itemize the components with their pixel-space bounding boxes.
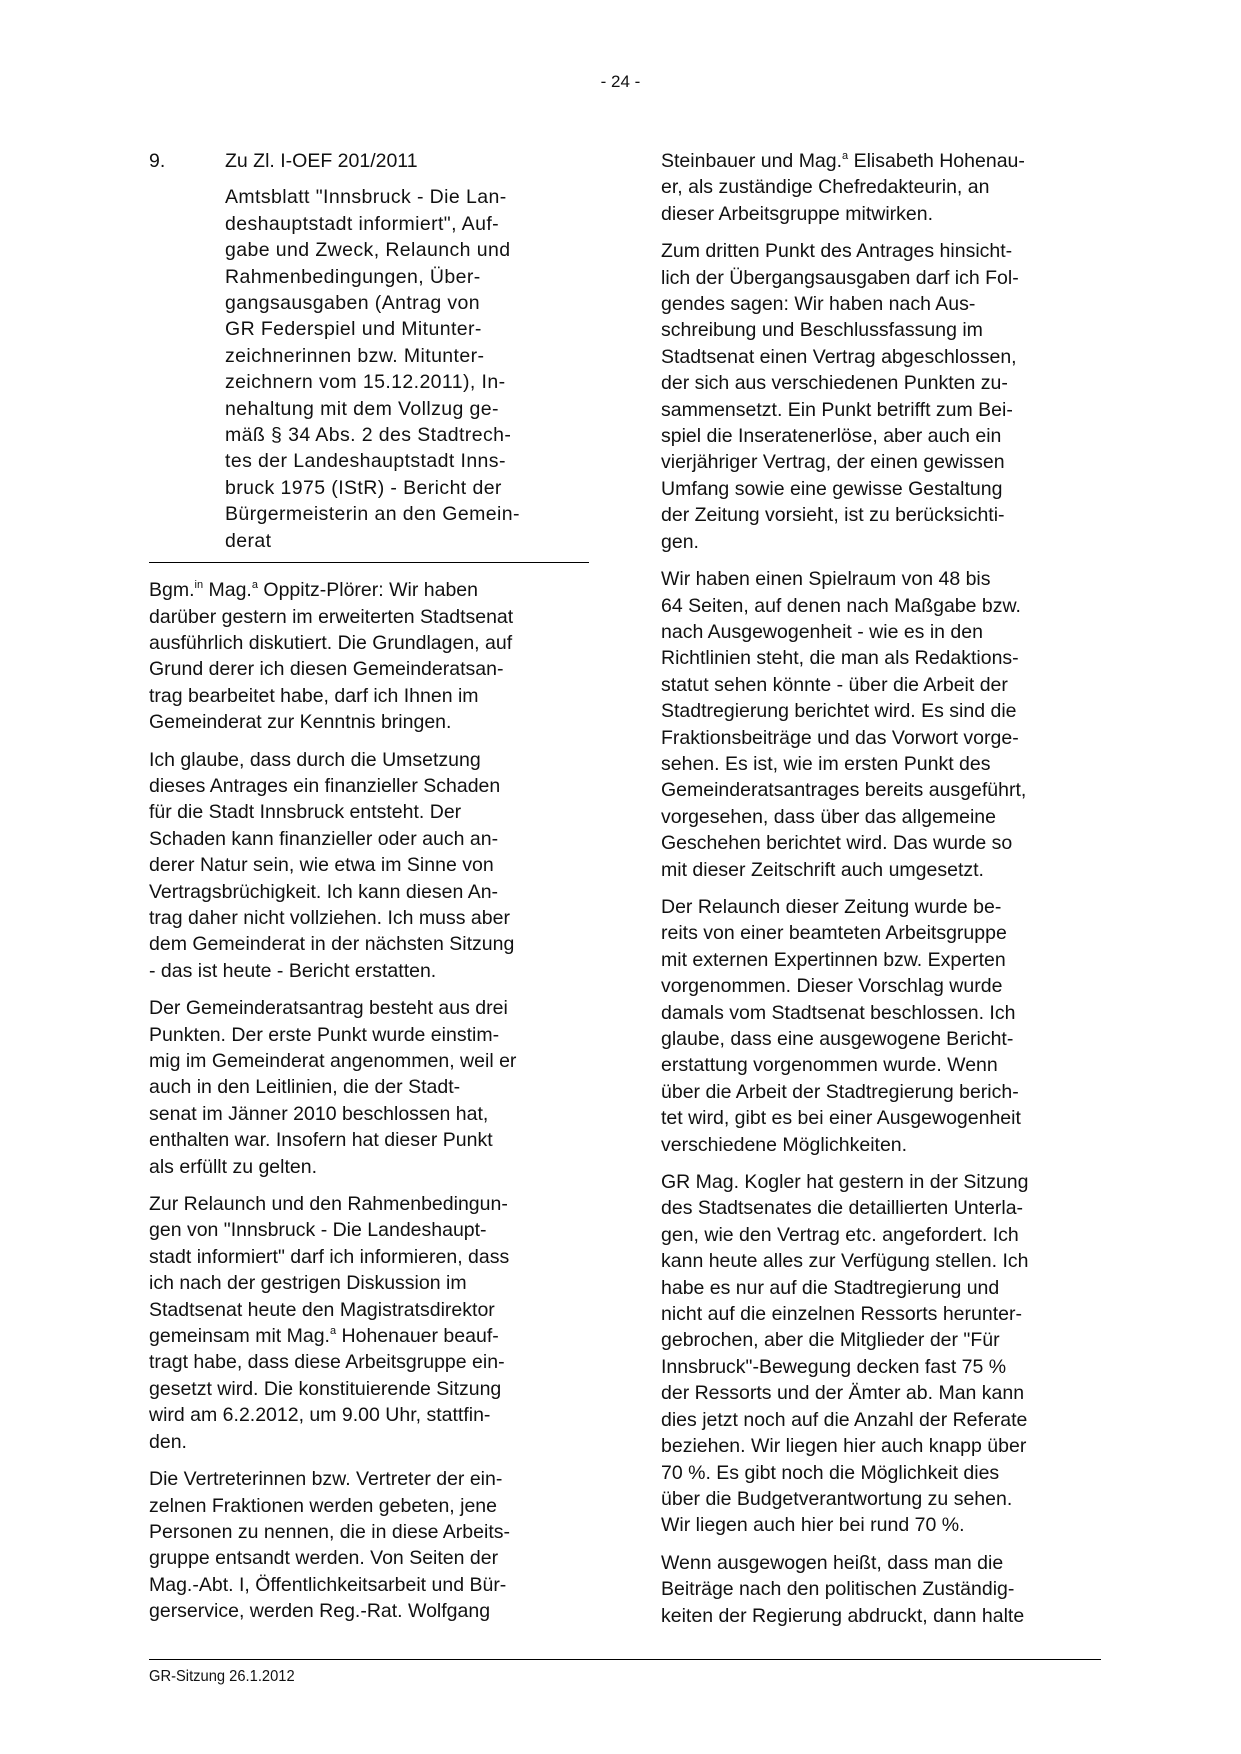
paragraph	[661, 566, 1101, 883]
text-line: Amtsblatt "Innsbruck - Die Lan-	[225, 186, 507, 209]
paragraph	[149, 1191, 589, 1455]
text-line: der Zeitung vorsieht, ist zu berücksichti-	[661, 504, 1005, 527]
text-line: trag bearbeitet habe, darf ich Ihnen im	[149, 684, 479, 707]
text-line: gen von "Innsbruck - Die Landeshaupt-	[149, 1219, 487, 1242]
text-line: auch in den Leitlinien, die der Stadt-	[149, 1076, 461, 1099]
text-line: Wir haben einen Spielraum von 48 bis	[661, 568, 991, 591]
text-line: mit externen Expertinnen bzw. Experten	[661, 948, 1006, 971]
section-divider	[149, 562, 589, 563]
superscript: in	[194, 579, 204, 592]
text-line: Wenn ausgewogen heißt, dass man die	[661, 1551, 1004, 1574]
text-line: gen, wie den Vertrag etc. angefordert. Ich	[661, 1223, 1019, 1246]
paragraph	[661, 148, 1101, 227]
text-line: Grund derer ich diesen Gemeinderatsan-	[149, 658, 504, 681]
text-line: mit dieser Zeitschrift auch umgesetzt.	[661, 858, 984, 881]
text-line: Rahmenbedingungen, Über-	[225, 265, 481, 288]
text-line: Zum dritten Punkt des Antrages hinsicht-	[661, 240, 1013, 263]
text-line: mig im Gemeinderat angenommen, weil er	[149, 1050, 517, 1072]
text-line: Die Vertreterinnen bzw. Vertreter der ein-	[149, 1468, 503, 1491]
text-line: stadt informiert" darf ich informieren, dass	[149, 1245, 510, 1268]
text-line: der sich aus verschiedenen Punkten zu-	[661, 372, 1008, 395]
left-column	[149, 148, 589, 1636]
footer-divider	[149, 1659, 1101, 1660]
text-line: Ich glaube, dass durch die Umsetzung	[149, 748, 481, 771]
paragraph-body	[149, 604, 589, 736]
text-line: Steinbauer und Mag.$^a$ Elisabeth Hohenau-	[661, 150, 1025, 172]
speaker-title: Mag.	[203, 579, 252, 602]
text-line: Gemeinderat zur Kenntnis bringen.	[149, 711, 452, 734]
text-line: damals vom Stadtsenat beschlossen. Ich	[661, 1001, 1016, 1024]
text-line: gebrochen, aber die Mitglieder der "Für	[661, 1329, 1000, 1352]
text-line: lich der Übergangsausgaben darf ich Fol-	[661, 266, 1019, 289]
text-line: gesetzt wird. Die konstituierende Sitzung	[149, 1377, 502, 1400]
text-line: derer Natur sein, wie etwa im Sinne von	[149, 854, 494, 877]
agenda-item-title	[225, 184, 589, 554]
text-line: senat im Jänner 2010 beschlossen hat,	[149, 1102, 489, 1125]
text-line: zelnen Fraktionen werden gebeten, jene	[149, 1494, 497, 1517]
text-line: als erfüllt zu gelten.	[149, 1155, 318, 1178]
agenda-item-header	[149, 148, 589, 554]
text-line: Bürgermeisterin an den Gemein-	[225, 503, 520, 526]
text-line: Innsbruck"-Bewegung decken fast 75 %	[661, 1355, 1007, 1378]
text-line: nicht auf die einzelnen Ressorts herunter-	[661, 1303, 1022, 1326]
text-line: gerservice, werden Reg.-Rat. Wolfgang	[149, 1600, 491, 1623]
paragraph	[149, 747, 589, 985]
text-line: Schaden kann finanzieller oder auch an-	[149, 827, 499, 850]
text-line: dieser Arbeitsgruppe mitwirken.	[661, 202, 934, 225]
text-line: Stadtregierung berichtet wird. Es sind die	[661, 700, 1017, 723]
text-line: tragt habe, dass diese Arbeitsgruppe ein-	[149, 1351, 505, 1374]
agenda-item-number: 9.	[149, 150, 166, 172]
paragraph	[149, 995, 589, 1180]
text-line: ich nach der gestrigen Diskussion im	[149, 1272, 467, 1295]
text-line: Richtlinien steht, die man als Redaktions-	[661, 647, 1019, 670]
text-line: GR Mag. Kogler hat gestern in der Sitzung	[661, 1171, 1029, 1194]
text-line: Stadtsenat einen Vertrag abgeschlossen,	[661, 345, 1017, 368]
text-line: zeichnerinnen bzw. Mitunter-	[225, 344, 485, 367]
text-line: nach Ausgewogenheit - wie es in den	[661, 620, 983, 643]
paragraph	[661, 1550, 1101, 1629]
text-line: mäß § 34 Abs. 2 des Stadtrech-	[225, 424, 512, 447]
text-line: Geschehen berichtet wird. Das wurde so	[661, 832, 1013, 855]
text-line: gruppe entsandt werden. Von Seiten der	[149, 1547, 499, 1570]
text-line: verschiedene Möglichkeiten.	[661, 1133, 908, 1156]
text-line: darüber gestern im erweiterten Stadtsenat	[149, 605, 514, 628]
text-line: Punkten. Der erste Punkt wurde einstim-	[149, 1023, 500, 1046]
text-line: zeichnern vom 15.12.2011), In-	[225, 371, 506, 394]
text-line: den.	[149, 1430, 187, 1453]
text-line: keiten der Regierung abdruckt, dann halte	[661, 1604, 1025, 1627]
text-line: vorgesehen, dass über das allgemeine	[661, 805, 996, 828]
paragraph	[661, 238, 1101, 555]
text-line: er, als zuständige Chefredakteurin, an	[661, 176, 990, 199]
text-line: enthalten war. Insofern hat dieser Punkt	[149, 1129, 493, 1152]
page-number: - 24 -	[600, 72, 641, 91]
text-line: deshauptstadt informiert", Auf-	[225, 212, 500, 235]
text-line: Der Relaunch dieser Zeitung wurde be-	[661, 895, 1002, 918]
text-line: habe es nur auf die Stadtregierung und	[661, 1276, 1000, 1299]
text-line: vierjähriger Vertrag, der einen gewissen	[661, 451, 1005, 474]
text-line: 64 Seiten, auf denen nach Maßgabe bzw.	[661, 594, 1021, 617]
text-line: beziehen. Wir liegen hier auch knapp über	[661, 1435, 1027, 1458]
text-line: vorgenommen. Dieser Vorschlag wurde	[661, 975, 1003, 998]
text-line: Gemeinderatsantrages bereits ausgeführt,	[661, 779, 1027, 802]
superscript: a	[329, 1325, 337, 1338]
text-line: glaube, dass eine ausgewogene Bericht-	[661, 1028, 1014, 1050]
text-line: tes der Landeshauptstadt Inns-	[225, 450, 506, 473]
text-line: GR Federspiel und Mitunter-	[225, 318, 482, 341]
text-line: spiel die Inseratenerlöse, aber auch ein	[661, 425, 1002, 448]
superscript: a	[842, 150, 849, 162]
text-line: über die Arbeit der Stadtregierung berich-	[661, 1080, 1019, 1103]
speaker-paragraph	[149, 577, 589, 735]
text-line: Wir liegen auch hier bei rund 70 %.	[661, 1514, 965, 1537]
text-line: schreibung und Beschlussfassung im	[661, 319, 983, 342]
paragraph	[661, 1169, 1101, 1539]
text-line: erstattung vorgenommen wurde. Wenn	[661, 1054, 998, 1077]
text-line: Mag.-Abt. I, Öffentlichkeitsarbeit und Bür-	[149, 1573, 507, 1596]
text-line: gen.	[661, 530, 699, 553]
text-line: über die Budgetverantwortung zu sehen.	[661, 1487, 1013, 1510]
text-line: dieses Antrages ein finanzieller Schaden	[149, 774, 501, 797]
text-line: gendes sagen: Wir haben nach Aus-	[661, 293, 976, 316]
speaker-prefix: Bgm.	[149, 579, 195, 602]
text-line: des Stadtsenates die detaillierten Unterla-	[661, 1197, 1024, 1220]
superscript: a	[251, 579, 258, 592]
text-line: wird am 6.2.2012, um 9.00 Uhr, stattfin-	[149, 1404, 491, 1427]
text-line: Fraktionsbeiträge und das Vorwort vorge-	[661, 726, 1019, 749]
text-line: Vertragsbrüchigkeit. Ich kann diesen An-	[149, 880, 499, 903]
text-line: dem Gemeinderat in der nächsten Sitzung	[149, 933, 515, 956]
paragraph	[661, 894, 1101, 1158]
text-line: Der Gemeinderatsantrag besteht aus drei	[149, 997, 508, 1020]
text-line: Beiträge nach den politischen Zuständig-	[661, 1578, 1015, 1601]
text-line: gemeinsam mit Mag.$^a$ Hohenauer beauf-	[149, 1325, 499, 1348]
text-line: kann heute alles zur Verfügung stellen. Ich	[661, 1250, 1029, 1273]
right-column	[661, 148, 1101, 1640]
text-line: Stadtsenat heute den Magistratsdirektor	[149, 1298, 495, 1321]
text-line: derat	[225, 529, 272, 552]
text-line: bruck 1975 (IStR) - Bericht der	[225, 476, 502, 499]
text-line: dies jetzt noch auf die Anzahl der Referate	[661, 1408, 1028, 1431]
right-paragraphs	[661, 148, 1101, 1629]
paragraph	[149, 1466, 589, 1624]
speaker-text: Oppitz-Plörer: Wir haben	[257, 579, 478, 602]
text-line: Umfang sowie eine gewisse Gestaltung	[661, 477, 1003, 500]
text-line: ausführlich diskutiert. Die Grundlagen, auf	[149, 631, 513, 654]
text-line: der Ressorts und der Ämter ab. Man kann	[661, 1382, 1025, 1405]
text-line: sammensetzt. Ein Punkt betrifft zum Bei-	[661, 398, 1013, 421]
text-line: gabe und Zweck, Relaunch und	[225, 239, 511, 262]
text-line: Zur Relaunch und den Rahmenbedingun-	[149, 1193, 508, 1216]
footer-session-date: GR-Sitzung 26.1.2012	[149, 1668, 295, 1685]
speaker-line	[149, 577, 589, 603]
text-line: trag daher nicht vollziehen. Ich muss aber	[149, 906, 510, 929]
text-line: gangsausgaben (Antrag von	[225, 292, 481, 315]
agenda-item-reference: Zu Zl. I-OEF 201/2011	[225, 150, 418, 172]
text-line: statut sehen könnte - über die Arbeit der	[661, 673, 1008, 696]
text-line: für die Stadt Innsbruck entsteht. Der	[149, 801, 462, 824]
left-paragraphs	[149, 747, 589, 1625]
text-line: nehaltung mit dem Vollzug ge-	[225, 397, 499, 420]
text-line: 70 %. Es gibt noch die Möglichkeit dies	[661, 1461, 1000, 1484]
text-line: tet wird, gibt es bei einer Ausgewogenheit	[661, 1107, 1021, 1130]
text-line: reits von einer beamteten Arbeitsgruppe	[661, 922, 1007, 945]
text-line: Personen zu nennen, die in diese Arbeits-	[149, 1520, 510, 1543]
text-line: - das ist heute - Bericht erstatten.	[149, 959, 437, 982]
text-line: sehen. Es ist, wie im ersten Punkt des	[661, 752, 991, 775]
